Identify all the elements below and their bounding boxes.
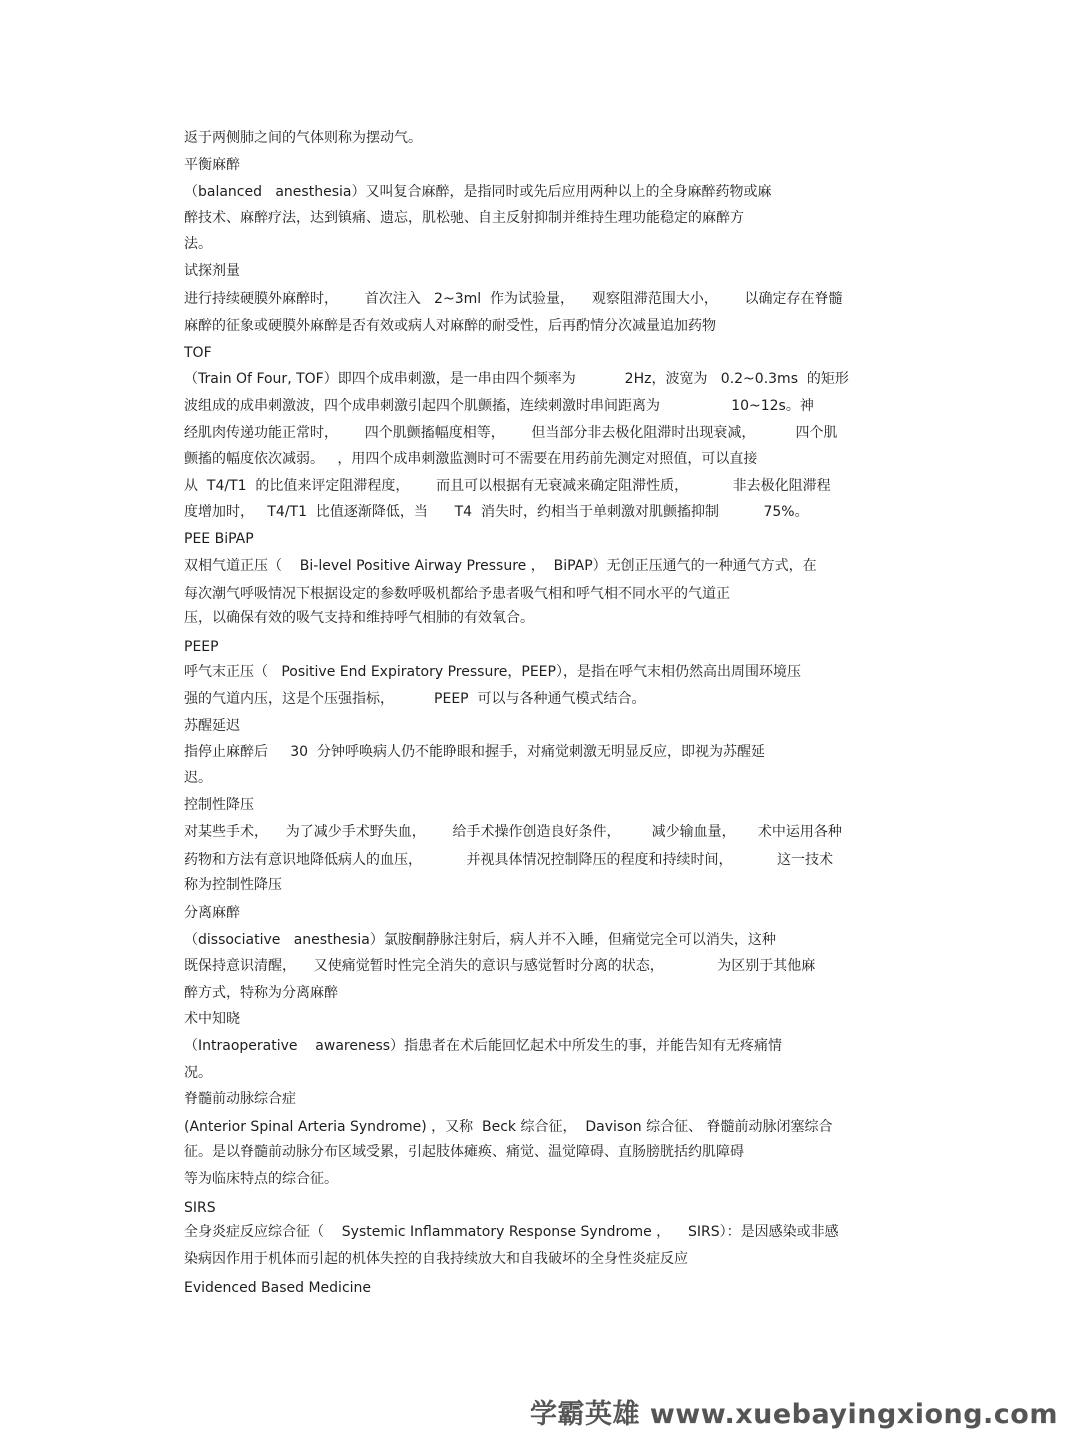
body-line: 经肌肉传递功能正常时， 四个肌颤搐幅度相等， 但当部分非去极化阻滞时出现衰减， 四个肌	[184, 425, 838, 441]
body-line: 强的气道内压，这是个压强指标， PEEP 可以与各种通气模式结合。	[184, 691, 646, 707]
body-line: 从 T4/T1 的比值来评定阻滞程度， 而且可以根据有无衰减来确定阻滞性质， 非去极化阻滞程	[184, 478, 831, 494]
term-heading: SIRS	[184, 1200, 216, 1216]
body-line: （Intraoperative awareness）指患者在术后能回忆起术中所发生的事，并能告知有无疼痛情	[184, 1038, 783, 1054]
body-line: 呼气末正压（ Positive End Expiratory Pressure，PEEP），是指在呼气末相仍然高出周围环境压	[184, 664, 801, 680]
body-line: 药物和方法有意识地降低病人的血压， 并视具体情况控制降压的程度和持续时间， 这一技术	[184, 852, 834, 868]
term-heading: 控制性降压	[184, 797, 254, 813]
body-line: 对某些手术， 为了减少手术野失血， 给手术操作创造良好条件， 减少输血量， 术中运用各种	[184, 824, 842, 840]
term-heading: PEE BiPAP	[184, 531, 254, 547]
body-line: 压，以确保有效的吸气支持和维持呼气相肺的有效氧合。	[184, 610, 534, 626]
term-heading: TOF	[184, 345, 212, 361]
body-line: 麻醉的征象或硬膜外麻醉是否有效或病人对麻醉的耐受性，后再酌情分次减量追加药物	[184, 318, 716, 334]
body-line: 度增加时， T4/T1 比值逐渐降低，当 T4 消失时，约相当于单刺激对肌颤搐抑制 75%。	[184, 504, 809, 520]
body-line: 返于两侧肺之间的气体则称为摆动气。	[184, 130, 422, 146]
body-line: 波组成的成串刺激波，四个成串刺激引起四个肌颤搐，连续刺激时串间距离为 10~12s。神	[184, 398, 814, 414]
body-line: 等为临床特点的综合征。	[184, 1171, 338, 1187]
body-line: （Train Of Four, TOF）即四个成串刺激，是一串由四个频率为 2Hz，波宽为 0.2~0.3ms 的矩形	[184, 371, 849, 387]
body-line: 称为控制性降压	[184, 877, 282, 893]
body-line: 全身炎症反应综合征（ Systemic Inflammatory Response Syndrome ， SIRS）：是因感染或非感	[184, 1224, 839, 1240]
body-line: 双相气道正压（ Bi-level Positive Airway Pressure ， BiPAP）无创正压通气的一种通气方式，在	[184, 558, 817, 574]
body-line: （balanced anesthesia）又叫复合麻醉，是指同时或先后应用两种以上的全身麻醉药物或麻	[184, 184, 772, 200]
body-line: 进行持续硬膜外麻醉时， 首次注入 2~3ml 作为试验量， 观察阻滞范围大小， 以确定存在脊髓	[184, 291, 843, 307]
body-line: 颤搐的幅度依次减弱。 ，用四个成串刺激监测时可不需要在用药前先测定对照值，可以直接	[184, 451, 758, 467]
body-line: 醉方式，特称为分离麻醉	[184, 985, 338, 1001]
term-heading: Evidenced Based Medicine	[184, 1280, 372, 1296]
term-heading: PEEP	[184, 639, 219, 655]
body-line: 征。是以脊髓前动脉分布区域受累，引起肢体瘫痪、痛觉、温觉障碍、直肠膀胱括约肌障碍	[184, 1144, 744, 1160]
body-line: 醉技术、麻醉疗法，达到镇痛、遗忘，肌松驰、自主反射抑制并维持生理功能稳定的麻醉方	[184, 210, 744, 226]
term-heading: 试探剂量	[184, 263, 240, 279]
body-line: 法。	[184, 236, 212, 252]
term-heading: 分离麻醉	[184, 905, 240, 921]
document-page	[184, 0, 904, 1440]
term-heading: 苏醒延迟	[184, 718, 240, 734]
body-line: 既保持意识清醒， 又使痛觉暂时性完全消失的意识与感觉暂时分离的状态， 为区别于其他麻	[184, 958, 816, 974]
body-line: 染病因作用于机体而引起的机体失控的自我持续放大和自我破坏的全身性炎症反应	[184, 1251, 688, 1267]
site-watermark: 学霸英雄 www.xuebayingxiong.com	[529, 1399, 1058, 1430]
body-line: 况。	[184, 1065, 212, 1081]
body-line: 指停止麻醉后 30 分钟呼唤病人仍不能睁眼和握手，对痛觉刺激无明显反应，即视为苏醒延	[184, 744, 765, 760]
body-line: 迟。	[184, 770, 212, 786]
body-line: （dissociative anesthesia）氯胺酮静脉注射后，病人并不入睡，但痛觉完全可以消失，这种	[184, 932, 776, 948]
term-heading: 平衡麻醉	[184, 157, 240, 173]
term-heading: 脊髓前动脉综合症	[184, 1091, 296, 1107]
body-line: 每次潮气呼吸情况下根据设定的参数呼吸机都给予患者吸气相和呼气相不同水平的气道正	[184, 586, 730, 602]
body-line: (Anterior Spinal Arteria Syndrome) ，又称 Beck 综合征， Davison 综合征、 脊髓前动脉闭塞综合	[184, 1119, 833, 1135]
term-heading: 术中知晓	[184, 1011, 240, 1027]
